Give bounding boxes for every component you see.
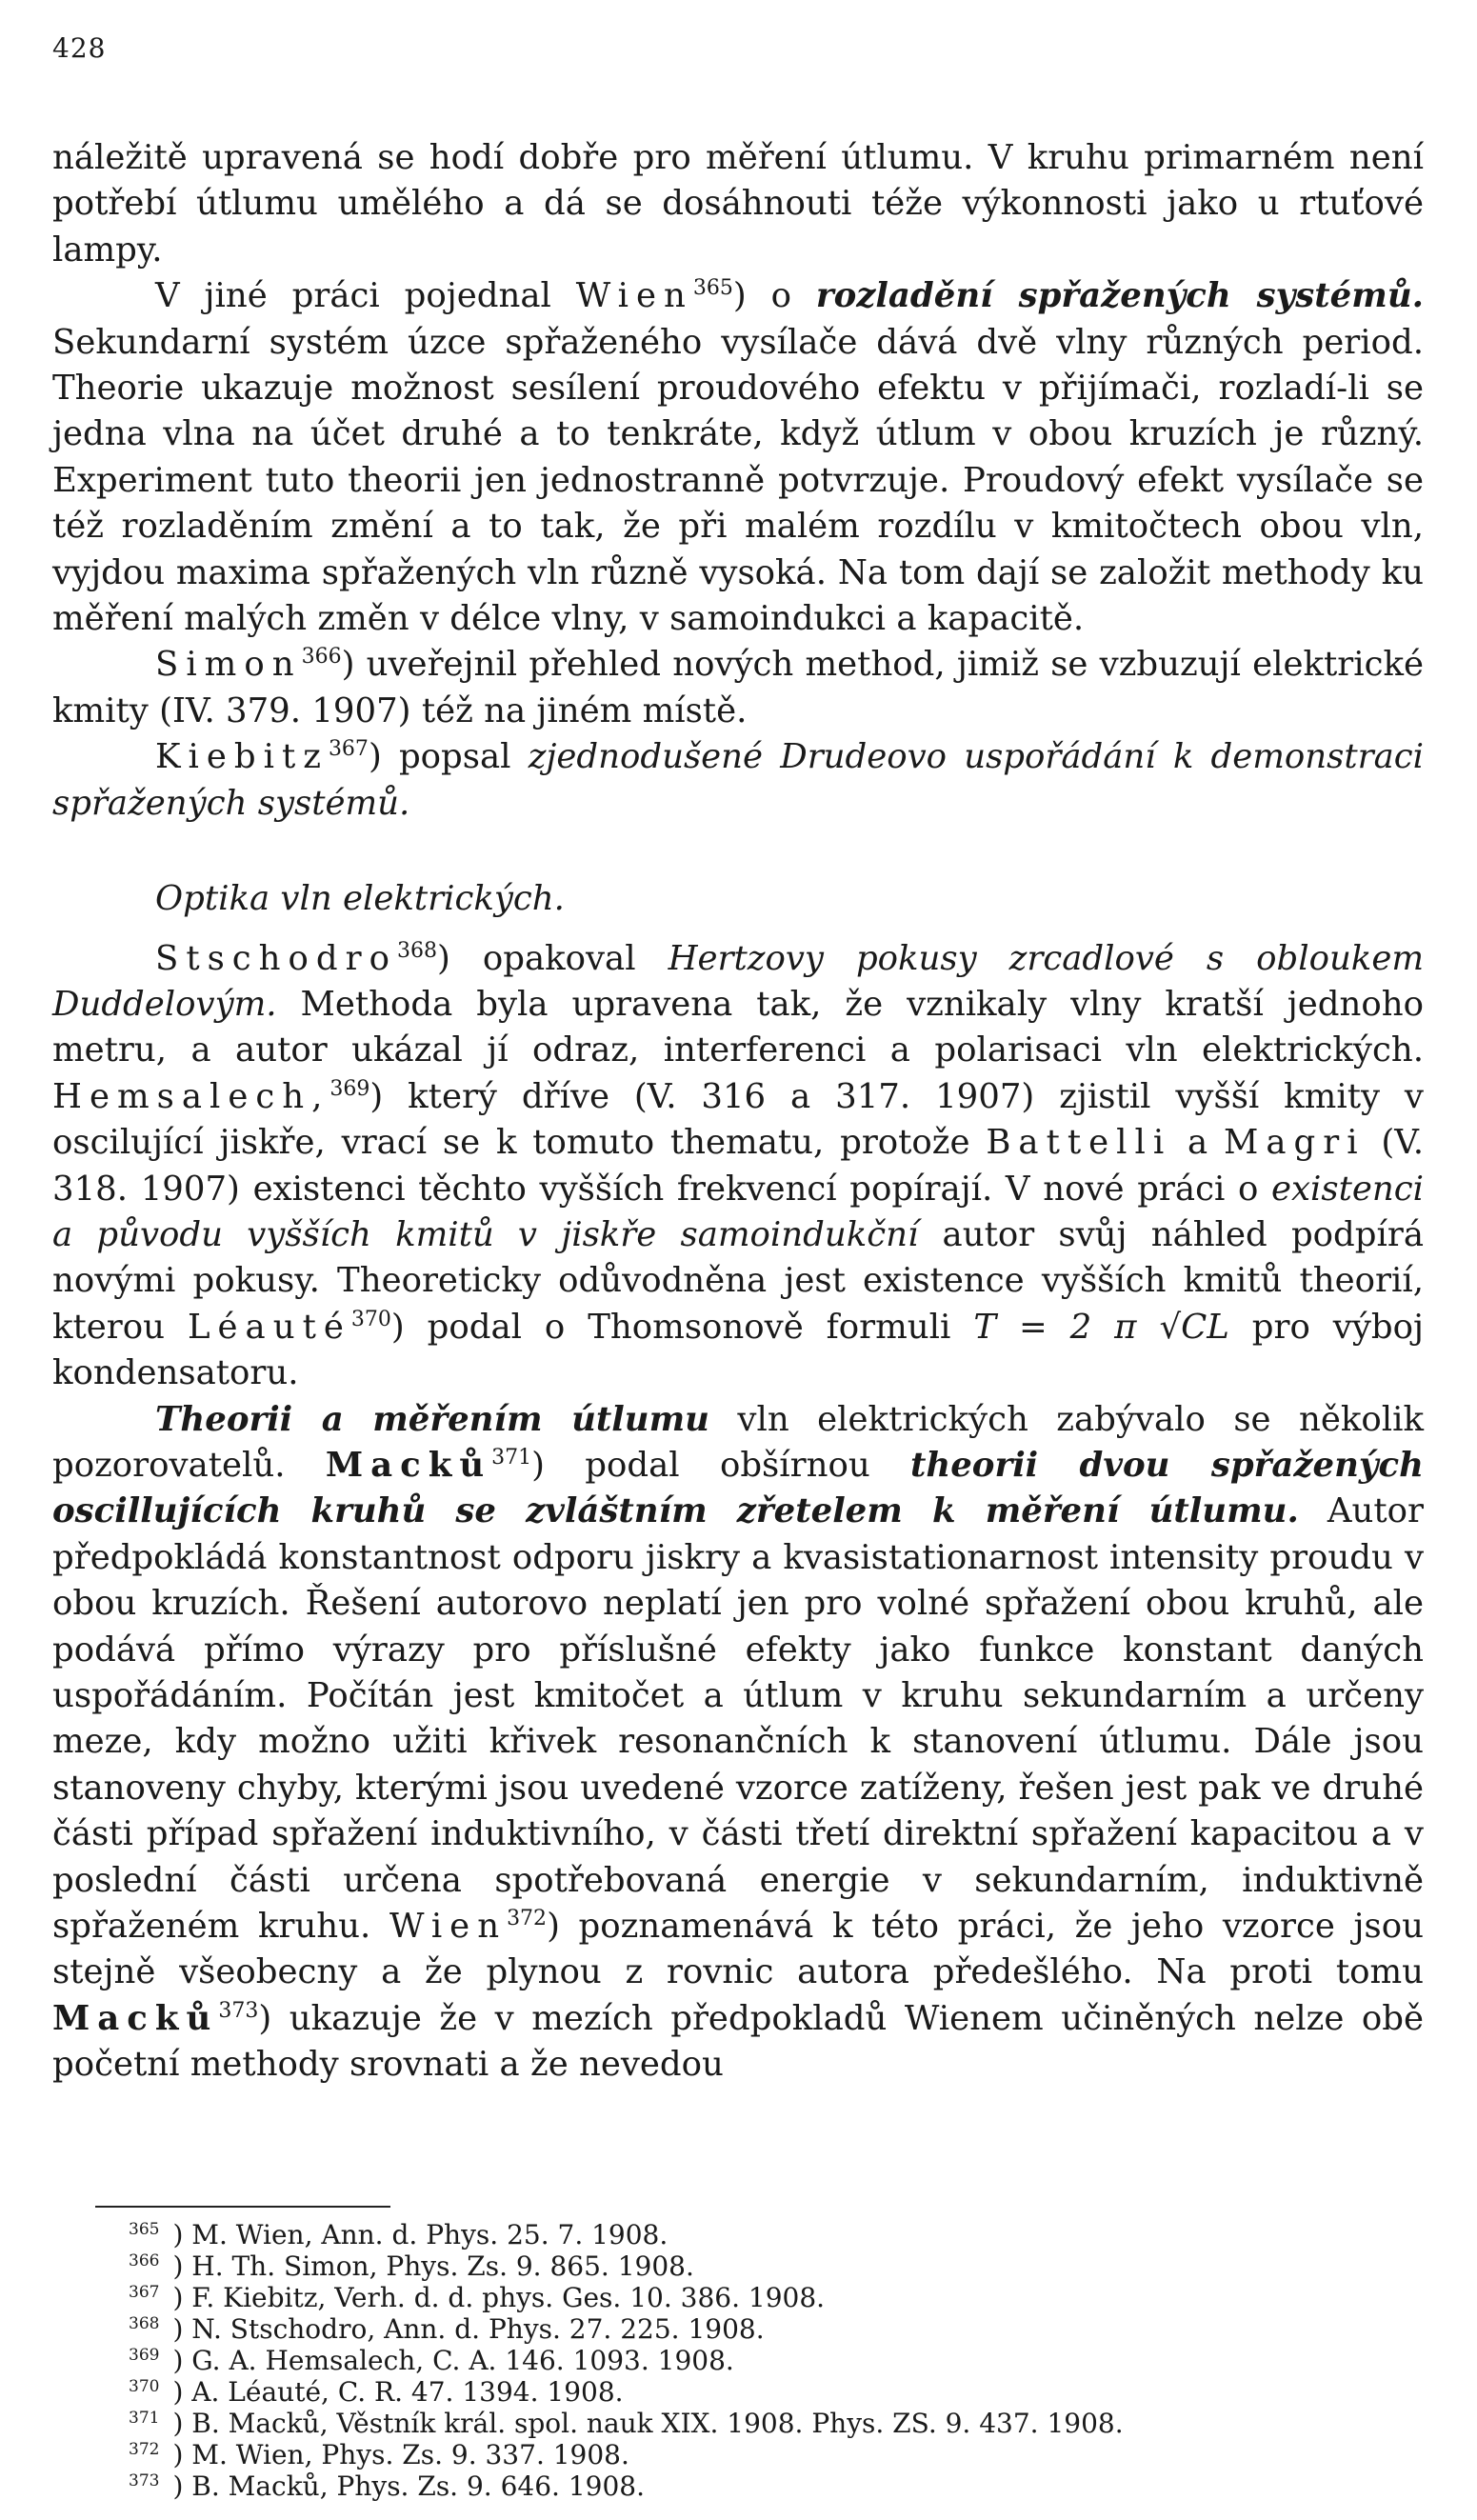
text: (V. 318. 1907) existenci těchto vyšších frekvencí popírají. V nové práci o [52, 1123, 1424, 1209]
text: ) který dříve (V. 316 a 317. 1907) zjistil vyšší kmity v oscilující jiskře, vrací se k tomuto thematu, protože [52, 1076, 1424, 1163]
footnotes [129, 2219, 1443, 2502]
text: Sekundarní systém úzce spřaženého vysílače dává dvě vlny různých period. Theorie ukazuje možnost sesílení proudového efektu v přijímači, rozladí-li se jedna vlna na účet druhé a to tenkráte, když útlum v obou kruzích je různý. Experiment tuto theorii jen jednostranně potvrzuje. Proudový efekt vysílače se též rozladěním změní a to tak, že při malém rozdílu v kmitočtech obou vln, vyjdou maxima spřažených vln různě vysoká. Na tom dají se založit methody ku měření malých změn v délce vlny, v samoindukci a kapacitě. [52, 322, 1424, 639]
text: ) uveřejnil přehled nových method, jimiž se vzbuzují elektrické kmity (IV. 379. 1907) též na jiném místě. [52, 645, 1424, 730]
formula: T = 2 π √CL [973, 1307, 1229, 1347]
footnote-ref: 366 [301, 645, 342, 670]
topic: zjednodušené Drudeovo uspořádání k demonstraci spřažených systémů. [52, 737, 1424, 823]
text: vln elektrických zabývalo se několik pozorovatelů. [52, 1399, 1424, 1485]
paragraph-6 [52, 1397, 1424, 2089]
footnote-number: 373 [129, 2470, 160, 2490]
body-text [52, 135, 1424, 2089]
paragraph-2 [52, 273, 1424, 642]
footnote-text: ) H. Th. Simon, Phys. Zs. 9. 865. 1908. [172, 2250, 694, 2282]
footnote-ref: 365 [692, 276, 733, 301]
footnote-ref: 368 [397, 938, 437, 963]
footnote-rule [95, 2206, 390, 2208]
heading-gap [52, 923, 1424, 936]
footnote-number: 369 [129, 2345, 160, 2365]
page-number: 428 [52, 32, 107, 64]
footnote [129, 2345, 1443, 2376]
footnote-number: 368 [129, 2313, 160, 2333]
author-name: Macků [325, 1445, 492, 1485]
footnote-number: 370 [129, 2376, 160, 2396]
text: ) ukazuje že v mezích předpokladů Wienem učiněných nelze obě početní methody srovnati a že nevedou [52, 1998, 1424, 2085]
footnote [129, 2219, 1443, 2250]
text: Autor předpokládá konstantnost odporu jiskry a kvasistationarnost intensity proudu v obou kruzích. Řešení autorovo neplatí jen pro volné spřažení obou kruhů, ale podává přímo výrazy pro příslušné efekty jako funkce konstant daných uspořádáním. Počítán jest kmitočet a útlum v kruhu sekundarním a určeny meze, kdy možno užiti křivek resonančních k stanovení útlumu. Dále jsou stanoveny chyby, kterými jsou uvedené vzorce zatíženy, řešen jest pak ve druhé části případ spřažení induktivního, v části třetí direktní spřažení kapacitou a v poslední části určena spotřebovaná energie v sekundarním, induktivně spřaženém kruhu. [52, 1491, 1424, 1947]
author-name: Battelli [986, 1123, 1172, 1163]
footnote-text: ) M. Wien, Phys. Zs. 9. 337. 1908. [172, 2439, 629, 2470]
footnote-number: 367 [129, 2282, 160, 2302]
author-name: Kiebitz [155, 737, 329, 777]
footnote-ref: 373 [218, 1999, 259, 2024]
footnote-ref: 372 [507, 1907, 548, 1931]
topic: theorii dvou spřažených oscillujících kruhů se zvláštním zřetelem k měření útlumu. [52, 1445, 1424, 1531]
footnote [129, 2282, 1443, 2313]
footnote-number: 372 [129, 2439, 160, 2459]
text: ) opakoval [437, 938, 669, 978]
footnote-ref: 367 [328, 737, 369, 762]
footnote-text: ) N. Stschodro, Ann. d. Phys. 27. 225. 1908. [172, 2313, 765, 2345]
footnote-ref: 369 [329, 1076, 370, 1101]
footnote-number: 371 [129, 2408, 160, 2428]
text: autor svůj náhled podpírá novými pokusy. Theoreticky odůvodněna jest existence vyšších kmitů theorií, kterou [52, 1214, 1424, 1347]
footnote [129, 2313, 1443, 2345]
paragraph-5 [52, 936, 1424, 1397]
topic: rozladění spřažených systémů. [815, 276, 1424, 316]
topic: Theorii a měřením útlumu [155, 1399, 709, 1439]
author-name: Léauté [187, 1307, 351, 1347]
author-name: Hemsalech, [52, 1076, 330, 1116]
author-name: Wien [389, 1907, 508, 1947]
section-gap [52, 827, 1424, 876]
footnote [129, 2250, 1443, 2282]
text: ) podal o Thomsonově formuli [390, 1307, 974, 1347]
text: náležitě upravená se hodí dobře pro měření útlumu. V kruhu primarném není potřebí útlumu umělého a dá se dosáhnouti téže výkonnosti jako u rtuťové lampy. [52, 138, 1424, 270]
author-name: Stschodro [155, 938, 397, 978]
text: ) poznamenává k této práci, že jeho vzorce jsou stejně všeobecny a že plynou z rovnic autora předešlého. Na proti tomu [52, 1907, 1424, 1992]
footnote-text: ) B. Macků, Phys. Zs. 9. 646. 1908. [172, 2470, 646, 2502]
footnote [129, 2408, 1443, 2439]
author-name: Wien [575, 276, 693, 316]
author-name: Simon [155, 645, 302, 685]
footnote-text: ) M. Wien, Ann. d. Phys. 25. 7. 1908. [172, 2219, 669, 2250]
paragraph-1 [52, 135, 1424, 273]
footnote-text: ) A. Léauté, C. R. 47. 1394. 1908. [172, 2376, 624, 2408]
section-heading: Optika vln elektrických. [155, 879, 565, 919]
topic: existenci a původu vyšších kmitů v jiskře samoindukční [52, 1169, 1424, 1254]
paragraph-3 [52, 642, 1424, 734]
text: ) o [732, 276, 816, 316]
footnote [129, 2439, 1443, 2470]
footnote [129, 2470, 1443, 2502]
footnote-ref: 371 [491, 1446, 532, 1470]
author-name: Macků [52, 1998, 219, 2038]
text: ) podal obšírnou [531, 1445, 911, 1485]
footnote-number: 366 [129, 2250, 160, 2270]
topic: Hertzovy pokusy zrcadlové s obloukem Duddelovým. [52, 938, 1424, 1024]
text: Methoda byla upravena tak, že vznikaly vlny kratší jednoho metru, a autor ukázal jí odraz, interferenci a polarisaci vln elektrických. [52, 984, 1424, 1070]
footnote [129, 2376, 1443, 2408]
footnote-text: ) F. Kiebitz, Verh. d. d. phys. Ges. 10. 386. 1908. [172, 2282, 826, 2313]
text: V jiné práci pojednal [155, 276, 576, 316]
footnote-text: ) G. A. Hemsalech, C. A. 146. 1093. 1908. [172, 2345, 734, 2376]
text: ) popsal [368, 737, 529, 777]
paragraph-4 [52, 734, 1424, 827]
text: pro výboj kondensatoru. [52, 1307, 1425, 1393]
footnote-ref: 370 [350, 1307, 391, 1331]
footnote-number: 365 [129, 2219, 160, 2239]
footnote-text: ) B. Macků, Věstník král. spol. nauk XIX. 1908. Phys. ZS. 9. 437. 1908. [172, 2408, 1124, 2439]
text: a [1171, 1123, 1225, 1163]
author-name: Magri [1224, 1123, 1366, 1163]
